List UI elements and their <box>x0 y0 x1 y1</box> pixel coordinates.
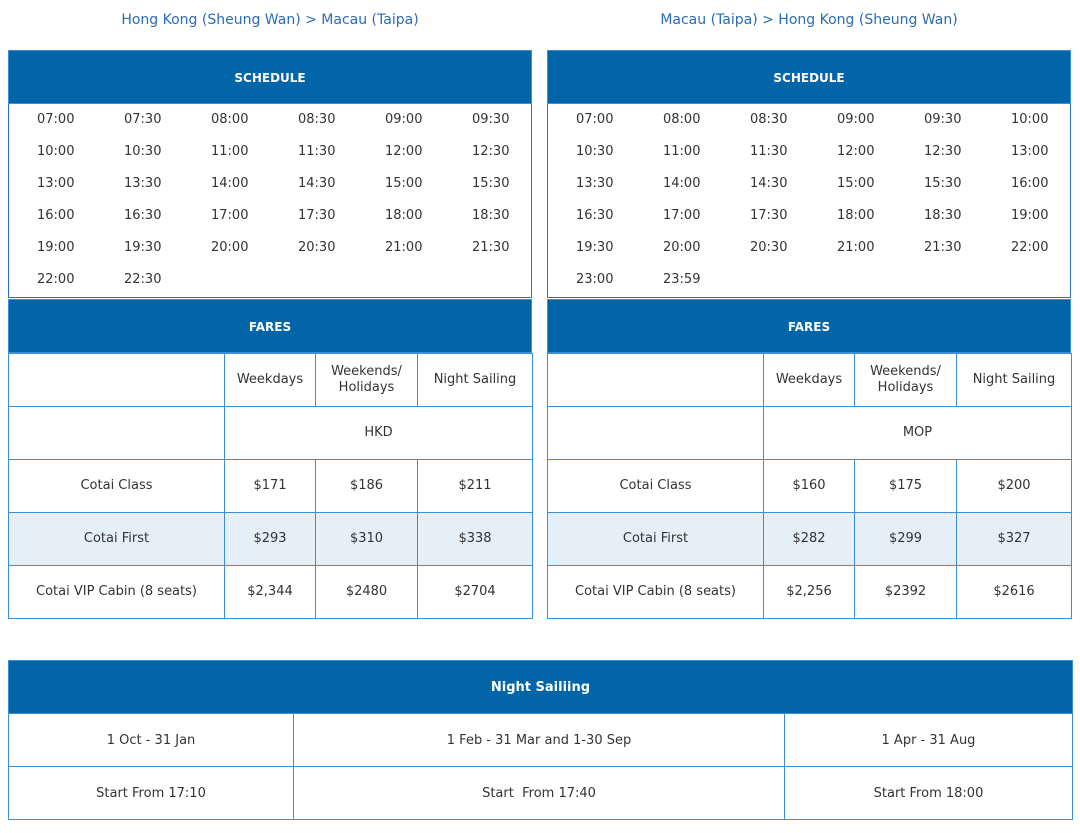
departure-time: 23:59 <box>663 272 701 287</box>
departure-time: 08:30 <box>298 112 336 127</box>
weekdays-column-header: Weekdays <box>225 354 316 407</box>
departure-time: 10:00 <box>1011 112 1049 127</box>
departure-time: 13:30 <box>576 176 614 191</box>
departure-time: 09:00 <box>385 112 423 127</box>
departure-time: 10:30 <box>576 144 614 159</box>
currency-row-label <box>548 407 764 460</box>
currency-label: HKD <box>225 407 533 460</box>
schedule-row <box>548 104 1070 136</box>
schedule-grid <box>547 104 1071 298</box>
departure-time: 08:00 <box>211 112 249 127</box>
fare-row <box>9 460 533 513</box>
schedule-row <box>9 136 531 168</box>
departure-time: 12:30 <box>472 144 510 159</box>
departure-time: 19:00 <box>1011 208 1049 223</box>
night-sailing-start-time: Start From 18:00 <box>785 767 1073 820</box>
departure-time: 21:00 <box>385 240 423 255</box>
departure-time: 21:00 <box>837 240 875 255</box>
night-sailing-header-row <box>9 661 1073 714</box>
departure-time: 11:30 <box>750 144 788 159</box>
fare-weekends: $186 <box>316 460 418 513</box>
departure-time: 14:30 <box>298 176 336 191</box>
departure-time: 11:30 <box>298 144 336 159</box>
fare-row <box>548 513 1072 566</box>
route-panel-hk-to-macau <box>8 50 532 619</box>
fares-header: FARES <box>547 299 1071 353</box>
fare-night: $200 <box>957 460 1072 513</box>
schedule-row <box>548 200 1070 232</box>
fare-weekends: $2392 <box>855 566 957 619</box>
fares-column-header-row <box>9 354 533 407</box>
fare-weekends: $310 <box>316 513 418 566</box>
departure-time: 07:30 <box>124 112 162 127</box>
departure-time: 08:30 <box>750 112 788 127</box>
departure-time: 22:00 <box>37 272 75 287</box>
fare-class-name: Cotai First <box>548 513 764 566</box>
fare-weekdays: $160 <box>764 460 855 513</box>
departure-time: 17:00 <box>211 208 249 223</box>
departure-time: 20:30 <box>750 240 788 255</box>
fare-class-name: Cotai First <box>9 513 225 566</box>
currency-row-label <box>9 407 225 460</box>
departure-time: 20:00 <box>211 240 249 255</box>
departure-time: 17:30 <box>298 208 336 223</box>
weekdays-column-header: Weekdays <box>764 354 855 407</box>
departure-time: 18:00 <box>385 208 423 223</box>
schedule-row <box>9 168 531 200</box>
fare-weekends: $175 <box>855 460 957 513</box>
departure-time: 15:00 <box>837 176 875 191</box>
departure-time <box>183 264 270 296</box>
departure-time: 08:00 <box>663 112 701 127</box>
fare-night: $338 <box>418 513 533 566</box>
departure-time: 14:00 <box>663 176 701 191</box>
fares-section <box>8 299 532 619</box>
night-sailing-start-time: Start From 17:40 <box>294 767 785 820</box>
schedule-row <box>548 232 1070 264</box>
departure-time <box>896 264 983 296</box>
currency-label: MOP <box>764 407 1072 460</box>
schedule-row <box>548 136 1070 168</box>
schedule-row <box>548 168 1070 200</box>
fare-night: $327 <box>957 513 1072 566</box>
weekends-holidays-column-header: Weekends/ Holidays <box>855 354 957 407</box>
route-title-hk-to-macau: Hong Kong (Sheung Wan) > Macau (Taipa) <box>121 12 419 28</box>
schedule-row <box>9 200 531 232</box>
schedule-header: SCHEDULE <box>8 50 532 104</box>
fare-weekdays: $282 <box>764 513 855 566</box>
schedule-row <box>548 264 1070 296</box>
departure-time: 11:00 <box>211 144 249 159</box>
night-sailing-column-header: Night Sailing <box>957 354 1072 407</box>
night-sailing-period: 1 Feb - 31 Mar and 1-30 Sep <box>294 714 785 767</box>
departure-time: 12:30 <box>924 144 962 159</box>
departure-time <box>270 264 357 296</box>
night-sailing-column-header: Night Sailing <box>418 354 533 407</box>
night-sailing-period: 1 Apr - 31 Aug <box>785 714 1073 767</box>
departure-time: 10:00 <box>37 144 75 159</box>
departure-time: 14:30 <box>750 176 788 191</box>
departure-time: 18:30 <box>472 208 510 223</box>
departure-time: 09:00 <box>837 112 875 127</box>
departure-time: 10:30 <box>124 144 162 159</box>
departure-time: 09:30 <box>924 112 962 127</box>
departure-time: 21:30 <box>924 240 962 255</box>
departure-time: 12:00 <box>385 144 423 159</box>
route-panel-macau-to-hk <box>547 50 1071 619</box>
night-sailing-start-row <box>9 767 1073 820</box>
fare-class-name: Cotai VIP Cabin (8 seats) <box>548 566 764 619</box>
departure-time: 18:00 <box>837 208 875 223</box>
schedule-grid <box>8 104 532 298</box>
fare-class-name: Cotai VIP Cabin (8 seats) <box>9 566 225 619</box>
departure-time: 22:30 <box>124 272 162 287</box>
currency-row <box>9 407 533 460</box>
departure-time <box>722 264 809 296</box>
fares-table <box>547 353 1072 619</box>
fares-section <box>547 299 1071 619</box>
departure-time: 19:30 <box>576 240 614 255</box>
departure-time <box>983 264 1070 296</box>
fare-weekends: $2480 <box>316 566 418 619</box>
departure-time <box>444 264 531 296</box>
fares-table <box>8 353 533 619</box>
departure-time <box>357 264 444 296</box>
night-sailing-start-time: Start From 17:10 <box>9 767 294 820</box>
fare-weekdays: $293 <box>225 513 316 566</box>
fare-night: $2704 <box>418 566 533 619</box>
departure-time: 21:30 <box>472 240 510 255</box>
departure-time: 17:00 <box>663 208 701 223</box>
departure-time: 19:30 <box>124 240 162 255</box>
currency-row <box>548 407 1072 460</box>
departure-time: 22:00 <box>1011 240 1049 255</box>
fares-column-header-row <box>548 354 1072 407</box>
night-sailing-period-row <box>9 714 1073 767</box>
departure-time <box>809 264 896 296</box>
departure-time: 12:00 <box>837 144 875 159</box>
departure-time: 15:30 <box>924 176 962 191</box>
fare-row <box>9 513 533 566</box>
departure-time: 16:00 <box>1011 176 1049 191</box>
departure-time: 14:00 <box>211 176 249 191</box>
departure-time: 20:30 <box>298 240 336 255</box>
night-sailing-table <box>8 660 1073 820</box>
fare-class-column-header <box>9 354 225 407</box>
fare-weekdays: $2,344 <box>225 566 316 619</box>
departure-time: 13:00 <box>1011 144 1049 159</box>
fare-weekdays: $2,256 <box>764 566 855 619</box>
schedule-row <box>9 104 531 136</box>
fare-row <box>9 566 533 619</box>
fare-weekends: $299 <box>855 513 957 566</box>
fare-class-name: Cotai Class <box>548 460 764 513</box>
departure-time: 07:00 <box>576 112 614 127</box>
departure-time: 13:30 <box>124 176 162 191</box>
departure-time: 07:00 <box>37 112 75 127</box>
departure-time: 16:30 <box>124 208 162 223</box>
schedule-header: SCHEDULE <box>547 50 1071 104</box>
fares-header: FARES <box>8 299 532 353</box>
departure-time: 16:00 <box>37 208 75 223</box>
fare-class-column-header <box>548 354 764 407</box>
fare-row <box>548 460 1072 513</box>
departure-time: 20:00 <box>663 240 701 255</box>
night-sailing-section <box>8 660 1072 820</box>
departure-time: 15:30 <box>472 176 510 191</box>
departure-time: 16:30 <box>576 208 614 223</box>
departure-time: 15:00 <box>385 176 423 191</box>
departure-time: 11:00 <box>663 144 701 159</box>
departure-time: 23:00 <box>576 272 614 287</box>
weekends-holidays-column-header: Weekends/ Holidays <box>316 354 418 407</box>
fare-night: $2616 <box>957 566 1072 619</box>
departure-time: 18:30 <box>924 208 962 223</box>
departure-time: 19:00 <box>37 240 75 255</box>
fare-weekdays: $171 <box>225 460 316 513</box>
departure-time: 17:30 <box>750 208 788 223</box>
departure-time: 09:30 <box>472 112 510 127</box>
schedule-row <box>9 232 531 264</box>
fare-class-name: Cotai Class <box>9 460 225 513</box>
night-sailing-header: Night Sailiing <box>9 661 1073 714</box>
departure-time: 13:00 <box>37 176 75 191</box>
night-sailing-period: 1 Oct - 31 Jan <box>9 714 294 767</box>
schedule-row <box>9 264 531 296</box>
route-title-macau-to-hk: Macau (Taipa) > Hong Kong (Sheung Wan) <box>660 12 958 28</box>
fare-night: $211 <box>418 460 533 513</box>
fare-row <box>548 566 1072 619</box>
